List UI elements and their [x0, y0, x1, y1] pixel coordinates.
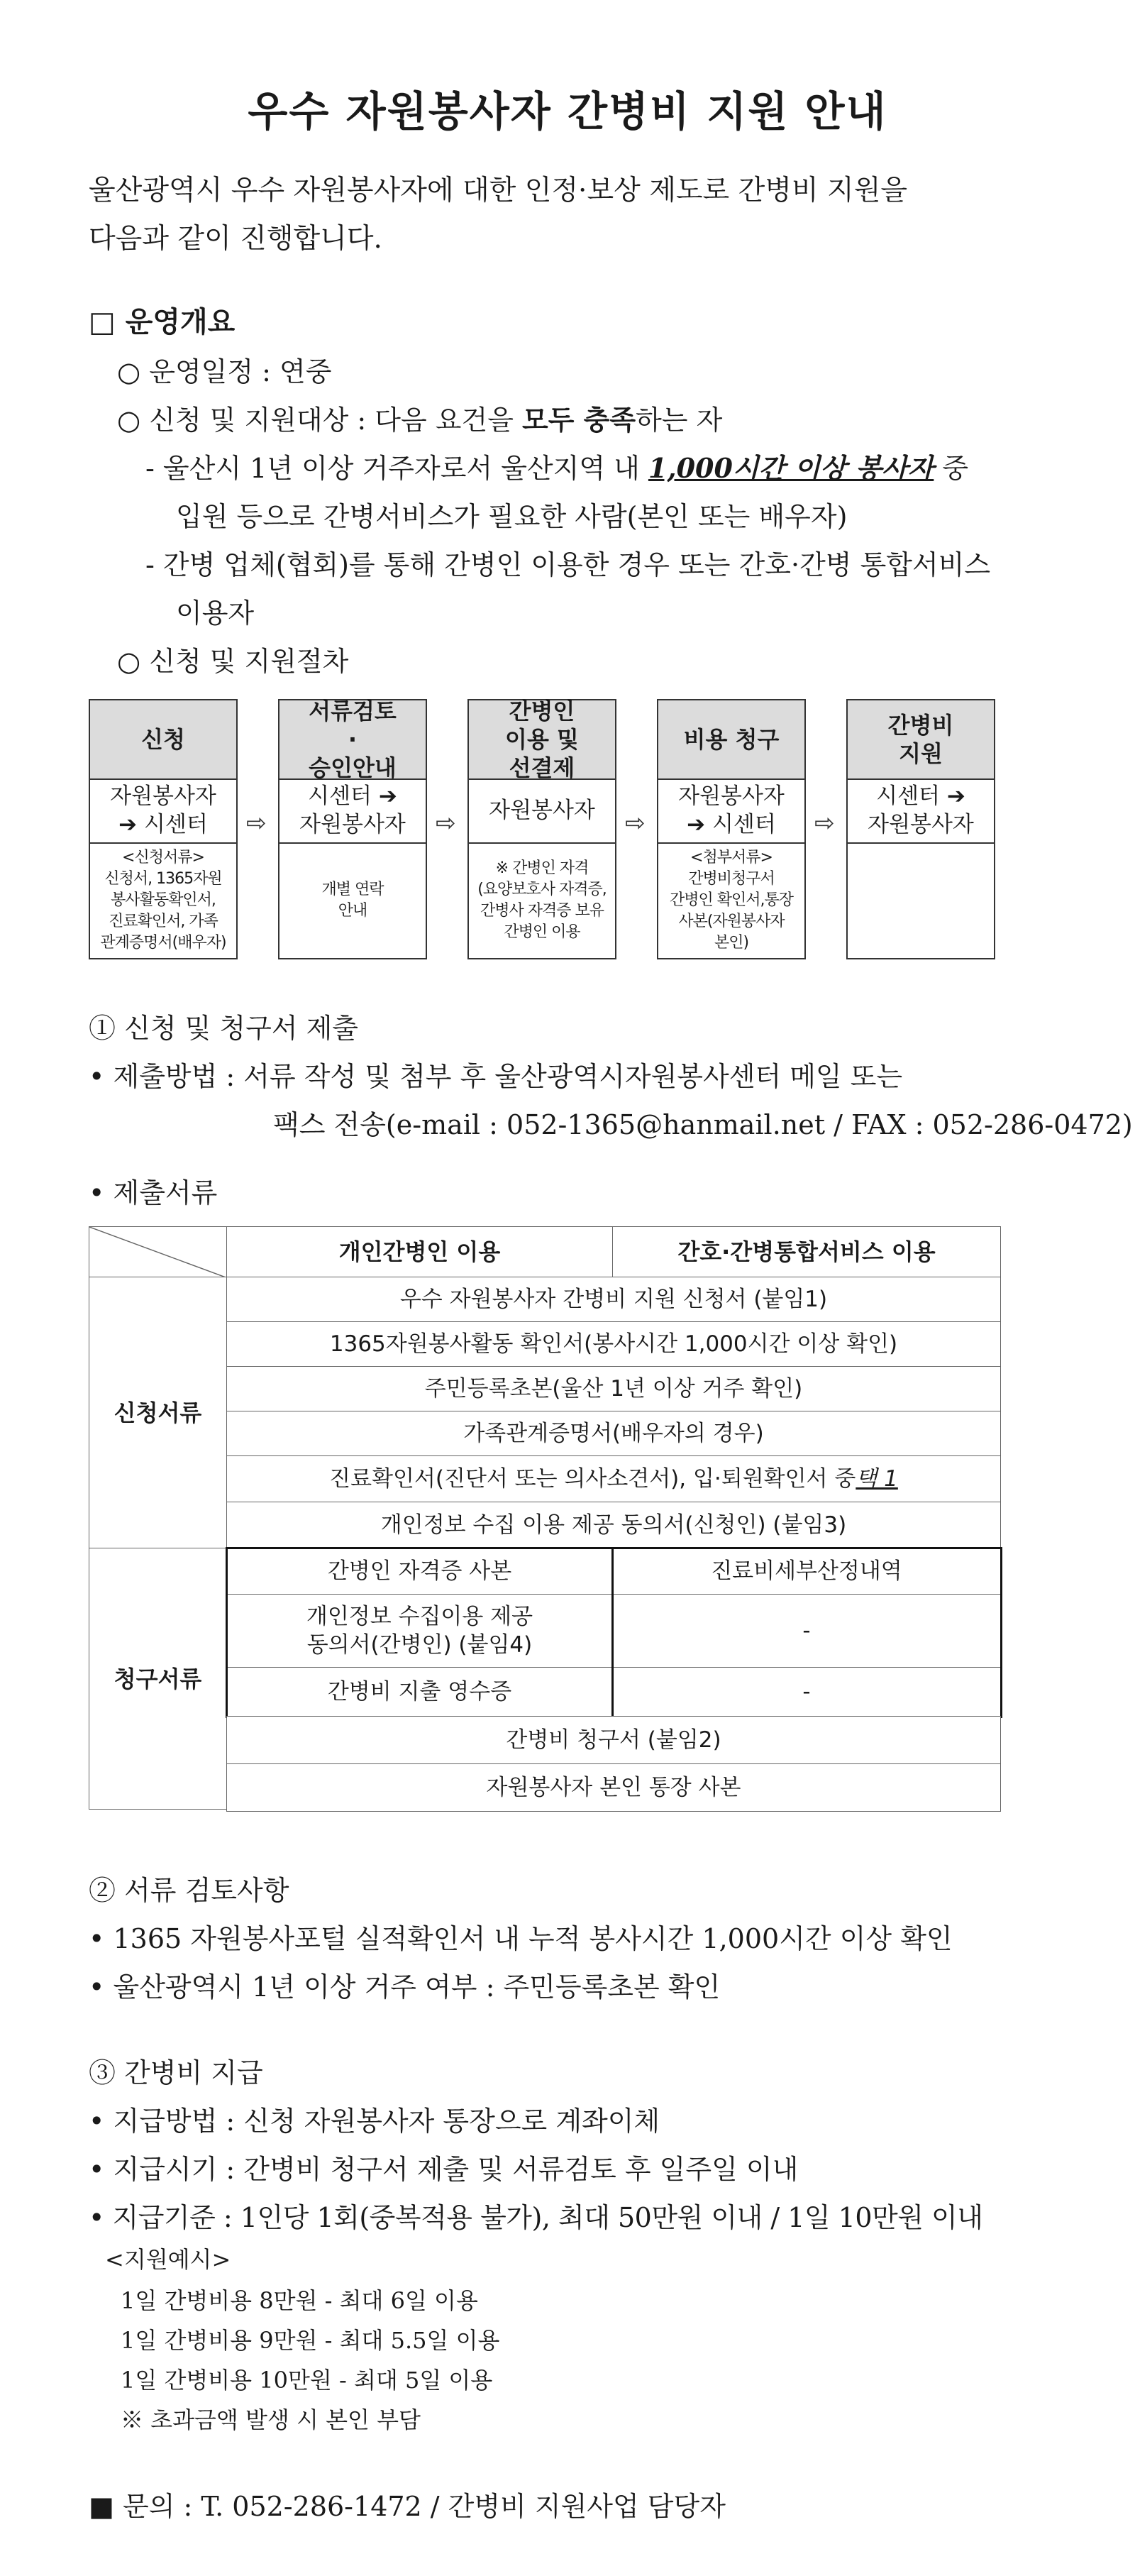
section3-item-2: • 지급시기 : 간병비 청구서 제출 및 서류검토 후 일주일 이내: [89, 2154, 799, 2185]
flow-step-actor: 자원봉사자 ➔ 시센터: [90, 778, 236, 844]
flow-step-support: [846, 699, 995, 959]
example-item: 1일 간병비용 8만원 - 최대 6일 이용: [121, 2287, 478, 2314]
condition-1-line-2: 입원 등으로 간병서비스가 필요한 사람(본인 또는 배우자): [176, 501, 848, 532]
intro-line-2: 다음과 같이 진행합니다.: [89, 223, 382, 255]
section1-docs-label: • 제출서류: [89, 1177, 218, 1209]
flow-step-actor: 시센터 ➔ 자원봉사자: [279, 778, 426, 844]
overview-target: [117, 403, 722, 437]
table-row: 개인정보 수집 이용 제공 동의서(신청인) (붙임3): [226, 1502, 1001, 1548]
condition-1: [145, 451, 968, 485]
flow-arrow-icon: ⇨: [625, 809, 646, 837]
section1-heading: ① 신청 및 청구서 제출: [89, 1013, 358, 1044]
overview-schedule: ○ 운영일정 : 연중: [117, 356, 332, 387]
claim-left-cell: 간병비 지출 영수증: [226, 1667, 613, 1717]
contact-info: ■ 문의 : T. 052-286-1472 / 간병비 지원사업 담당자: [89, 2491, 726, 2522]
claim-split-divider: [611, 1547, 614, 1718]
cond1-suffix: 중: [934, 453, 969, 484]
table-row: 우수 자원봉사자 간병비 지원 신청서 (붙임1): [226, 1277, 1001, 1322]
flow-step-title: 비용 청구: [658, 700, 804, 780]
overview-heading: □ 운영개요: [89, 306, 236, 338]
flow-arrow-icon: ⇨: [246, 809, 267, 837]
flow-step-title: 간병인 이용 및 선결제: [469, 700, 615, 780]
table-row-choice: [226, 1455, 1001, 1502]
flow-step-actor: 자원봉사자: [469, 778, 615, 844]
example-item: 1일 간병비용 9만원 - 최대 5.5일 이용: [121, 2327, 500, 2354]
flow-step-care: [467, 699, 616, 959]
table-header-col2: 간호·간병통합서비스 이용: [612, 1226, 1001, 1277]
corner-diagonal: [89, 1227, 228, 1278]
section2-heading: ② 서류 검토사항: [89, 1875, 289, 1906]
group-label-claim: 청구서류: [89, 1548, 227, 1810]
flow-step-detail: ※ 간병인 자격 (요양보호사 자격증, 간병사 자격증 보유 간병인 이용: [477, 859, 607, 941]
choice-text: 진료확인서(진단서 또는 의사소견서), 입·퇴원확인서 중: [329, 1466, 856, 1492]
overview-procedure: ○ 신청 및 지원절차: [117, 646, 349, 677]
cond1-emph: 1,000시간 이상 봉사자: [648, 452, 934, 484]
flow-step-claim: [657, 699, 806, 959]
flow-step-detail: 개별 연락 안내: [321, 880, 384, 920]
condition-2-line-2: 이용자: [176, 598, 255, 629]
example-label: <지원예시>: [105, 2246, 231, 2273]
intro-line-1: 울산광역시 우수 자원봉사자에 대한 인정·보상 제도로 간병비 지원을: [89, 175, 908, 207]
condition-2-line-1: - 간병 업체(협회)를 통해 간병인 이용한 경우 또는 간호·간병 통합서비스: [145, 549, 991, 580]
claim-right-cell: 진료비세부산정내역: [612, 1548, 1001, 1595]
flow-step-detail: [848, 842, 994, 958]
target-suffix: 하는 자: [636, 404, 723, 436]
flow-step-actor: 시센터 ➔ 자원봉사자: [848, 778, 994, 844]
section3-item-1: • 지급방법 : 신청 자원봉사자 통장으로 계좌이체: [89, 2106, 660, 2137]
section1-method-line-2: 팩스 전송(e-mail : 052-1365@hanmail.net / FAX : 052-286-0472): [273, 1109, 1133, 1140]
flow-step-detail: <첨부서류> 간병비청구서 간병인 확인서,통장 사본(자원봉사자 본인): [669, 848, 793, 952]
flow-step-apply: [89, 699, 238, 959]
table-row: 자원봉사자 본인 통장 사본: [226, 1763, 1001, 1812]
claim-right-cell: -: [612, 1594, 1001, 1668]
flow-step-title: 서류검토 · 승인안내: [279, 700, 426, 780]
claim-left-cell: 간병인 자격증 사본: [226, 1548, 613, 1595]
flow-arrow-icon: ⇨: [436, 809, 456, 837]
target-prefix: ○ 신청 및 지원대상 : 다음 요건을: [117, 404, 523, 436]
example-item: 1일 간병비용 10만원 - 최대 5일 이용: [121, 2367, 493, 2394]
section2-item-1: • 1365 자원봉사포털 실적확인서 내 누적 봉사시간 1,000시간 이상 확인: [89, 1923, 953, 1954]
table-header-col1: 개인간병인 이용: [226, 1226, 613, 1277]
page-title: 우수 자원봉사자 간병비 지원 안내: [248, 87, 887, 136]
cond1-prefix: - 울산시 1년 이상 거주자로서 울산지역 내: [145, 453, 648, 484]
claim-left-cell: 개인정보 수집이용 제공 동의서(간병인) (붙임4): [226, 1594, 613, 1668]
flow-step-title: 신청: [90, 700, 236, 780]
example-note: ※ 초과금액 발생 시 본인 부담: [121, 2406, 421, 2433]
table-row: 주민등록초본(울산 1년 이상 거주 확인): [226, 1366, 1001, 1411]
section3-item-3: • 지급기준 : 1인당 1회(중복적용 불가), 최대 50만원 이내 / 1일 10만원 이내: [89, 2202, 983, 2233]
section3-heading: ③ 간병비 지급: [89, 2057, 263, 2088]
flow-step-actor: 자원봉사자 ➔ 시센터: [658, 778, 804, 844]
flow-step-review: [278, 699, 427, 959]
flow-step-title: 간병비 지원: [848, 700, 994, 780]
table-row: 간병비 청구서 (붙임2): [226, 1716, 1001, 1764]
table-row: 1365자원봉사활동 확인서(봉사시간 1,000시간 이상 확인): [226, 1321, 1001, 1367]
flow-arrow-icon: ⇨: [814, 809, 835, 837]
table-corner-cell: [89, 1226, 227, 1277]
target-bold: 모두 충족: [522, 404, 636, 436]
choice-emph: 택 1: [856, 1466, 898, 1492]
section2-item-2: • 울산광역시 1년 이상 거주 여부 : 주민등록초본 확인: [89, 1971, 721, 2003]
section1-method-line-1: • 제출방법 : 서류 작성 및 첨부 후 울산광역시자원봉사센터 메일 또는: [89, 1061, 903, 1092]
table-row: 가족관계증명서(배우자의 경우): [226, 1411, 1001, 1456]
flow-step-detail: <신청서류> 신청서, 1365자원 봉사활동확인서, 진료확인서, 가족 관계증명서(배우자): [100, 848, 226, 952]
claim-right-cell: -: [612, 1667, 1001, 1717]
group-label-application: 신청서류: [89, 1277, 227, 1548]
